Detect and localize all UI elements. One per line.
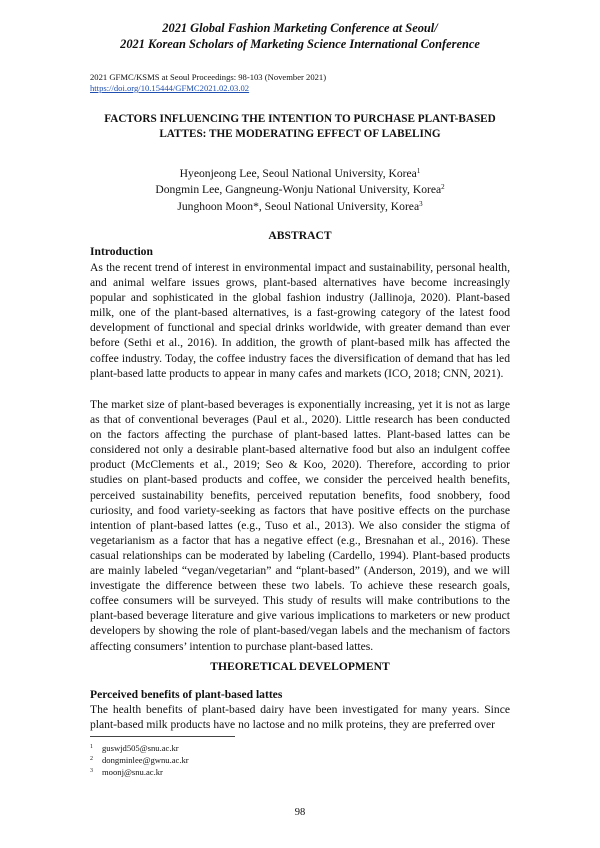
abstract-heading: ABSTRACT bbox=[268, 229, 332, 242]
footnote-1: 1 guswjd505@snu.ac.kr bbox=[90, 743, 179, 753]
footnote-3: 3 moonj@snu.ac.kr bbox=[90, 767, 163, 777]
introduction-paragraph-1: As the recent trend of interest in environmental impact and sustainability, personal health, and animal welfare issues grows, plant-based alternatives have become increasingly popular and sophisticated in the global fashion industry (Jallinoja, 2020). Plant-based milk, one of the plant-based alternatives, is a fast-growing category of the latest food development of functional and special drinks worldwide, with greater demand than ever before (Sethi et al., 2016). In addition, the growth of plant-based milk has affected the coffee industry. Today, the coffee industry faces the diversification of demand that has led plant-based latte products to appear in many cafes and markets (ICO, 2018; CNN, 2021). bbox=[90, 261, 510, 380]
footnote-divider bbox=[90, 736, 235, 737]
footnote-2: 2 dongminlee@gwnu.ac.kr bbox=[90, 755, 189, 765]
author-2: Dongmin Lee, Gangneung-Wonju National University, Korea$^2$ bbox=[155, 183, 445, 197]
introduction-heading: Introduction bbox=[90, 245, 153, 258]
paper-title: FACTORS INFLUENCING THE INTENTION TO PURCHASE PLANT-BASED LATTES: THE MODERATING EFFECT OF LABELING bbox=[104, 113, 496, 140]
theoretical-development-heading: THEORETICAL DEVELOPMENT bbox=[210, 660, 390, 673]
proceedings-citation: 2021 GFMC/KSMS at Seoul Proceedings: 98-103 (November 2021) bbox=[90, 72, 327, 82]
conference-title-line-2: 2021 Korean Scholars of Marketing Science International Conference bbox=[120, 37, 480, 51]
perceived-benefits-paragraph: The health benefits of plant-based dairy have been investigated for many years. Since plant-based milk products have no lactose and no milk proteins, they are preferred over bbox=[90, 703, 510, 732]
author-3: Junghoon Moon*, Seoul National University, Korea$^3$ bbox=[177, 199, 423, 213]
doi-link[interactable]: https://doi.org/10.15444/GFMC2021.02.03.02 bbox=[90, 83, 250, 93]
conference-title-line-1: 2021 Global Fashion Marketing Conference at Seoul/ bbox=[162, 21, 438, 35]
perceived-benefits-heading: Perceived benefits of plant-based lattes bbox=[90, 688, 283, 701]
page-number: 98 bbox=[294, 807, 306, 818]
introduction-paragraph-2: The market size of plant-based beverages is exponentially increasing, yet it is not as large as that of conventional beverages (Paul et al., 2020). Little research has been conducted on the factors affecting the purchase of plant-based lattes. Plant-based lattes can be considered not only a desirable plant-based alternative food but also an indulgent coffee product (McClements et al., 2019; Seo & Koo, 2020). Therefore, according to prior studies on plant-based products and coffee, we consider the perceived health benefits, perceived sustainability benefits, perceived reputation benefits, food snobbery, food curiosity, and food variety-seeking as factors that have positive effects on the purchase intention of plant-based lattes (e.g., Tuso et al., 2013). We also consider the stigma of vegetarianism as a factor that has a negative effect (e.g., Bresnahan et al., 2016). These casual relationships can be moderated by labeling (Cardello, 1994). Plant-based products are mainly labeled “vegan/vegetarian” and “plant-based” (Anderson, 2019), and we will investigate the difference between these two labels. To achieve these research goals, coffee consumers will be surveyed. This study of results will make contributions to the plant-based beverage literature and give various implications to marketers or new product developers by showing the role of plant-based/vegan labels and the mechanism of factors affecting consumers’ intention to purchase plant-based lattes. bbox=[90, 398, 510, 653]
author-list bbox=[90, 166, 510, 215]
author-1: Hyeonjeong Lee, Seoul National University, Korea$^1$ bbox=[179, 167, 421, 180]
